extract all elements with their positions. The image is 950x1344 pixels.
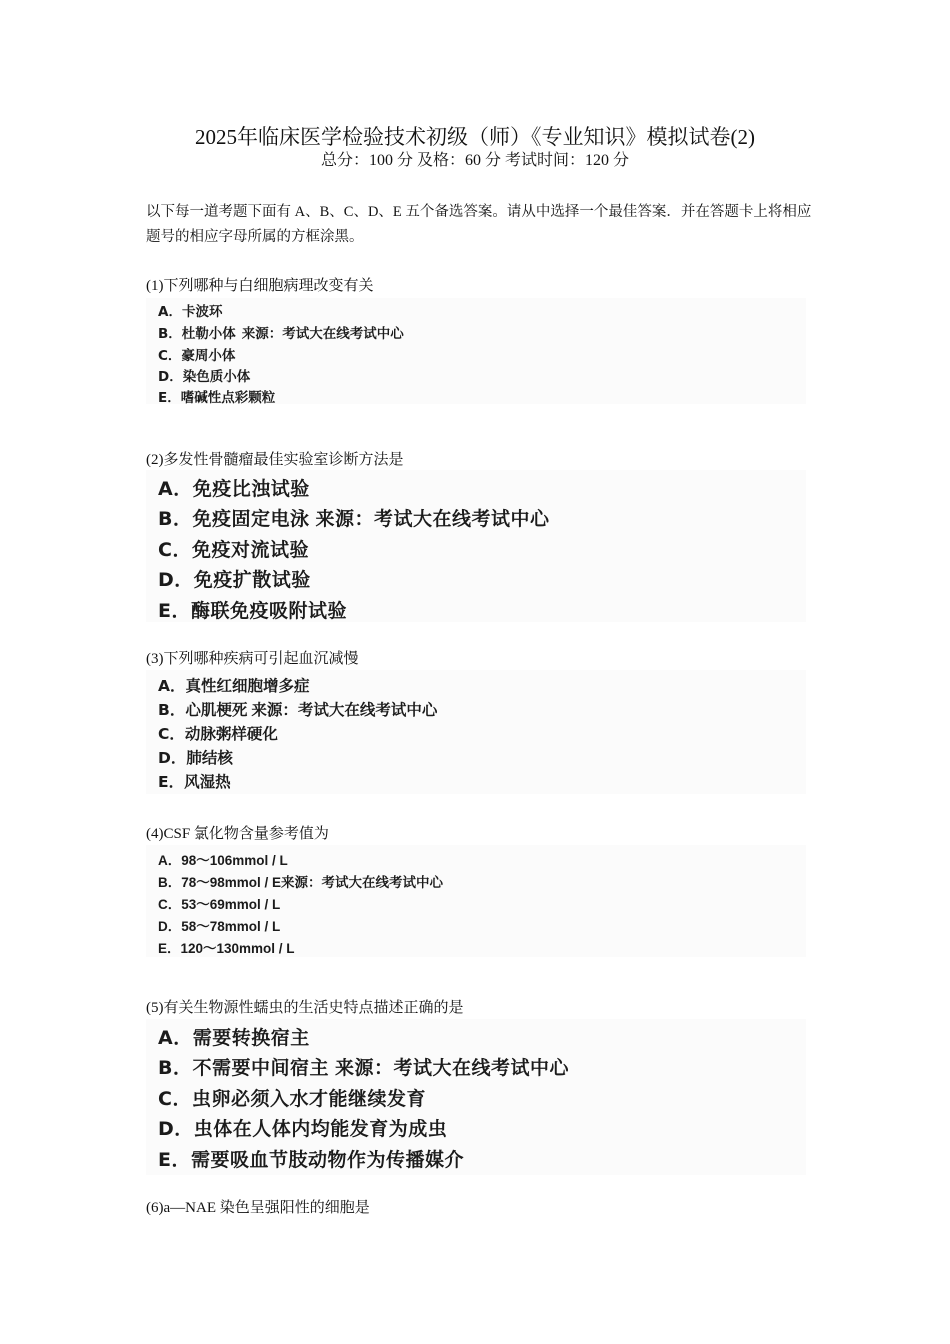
- option-d[interactable]: D．染色质小体: [158, 369, 251, 385]
- option-b[interactable]: B．心肌梗死 来源：考试大在线考试中心: [158, 701, 438, 719]
- source-note: 来源：考试大在线考试中心: [251, 701, 438, 719]
- option-a[interactable]: A．需要转换宿主: [158, 1027, 310, 1049]
- question-4-options: [146, 845, 806, 957]
- source-note: 来源：考试大在线考试中心: [334, 1057, 569, 1079]
- option-a[interactable]: A．98～106mmol / L: [158, 853, 288, 868]
- question-1-stem: (1)下列哪种与白细胞病理改变有关: [146, 278, 374, 294]
- instructions: 以下每一道考题下面有 A、B、C、D、E 五个备选答案。请从中选择一个最佳答案．并在答题卡上将相应题号的相应字母所属的方框涂黑。: [146, 204, 812, 245]
- option-a[interactable]: A．真性红细胞增多症: [158, 677, 310, 695]
- option-c[interactable]: C．虫卵必须入水才能继续发育: [158, 1088, 426, 1110]
- option-a[interactable]: A．免疫比浊试验: [158, 478, 310, 500]
- option-d[interactable]: D．肺结核: [158, 749, 233, 767]
- question-3-options: [146, 670, 806, 794]
- option-b[interactable]: B．免疫固定电泳 来源：考试大在线考试中心: [158, 508, 550, 530]
- option-c[interactable]: C．53～69mmol / L: [158, 897, 281, 912]
- question-5-stem: (5)有关生物源性蠕虫的生活史特点描述正确的是: [146, 1000, 464, 1016]
- option-c[interactable]: C．免疫对流试验: [158, 539, 309, 561]
- question-3-stem: (3)下列哪种疾病可引起血沉减慢: [146, 651, 359, 667]
- option-b[interactable]: B．杜勒小体 来源：考试大在线考试中心: [158, 326, 404, 342]
- question-4-stem: (4)CSF 氯化物含量参考值为: [146, 826, 329, 842]
- source-note: 来源：考试大在线考试中心: [241, 326, 404, 342]
- question-1-options: [146, 298, 806, 404]
- option-a[interactable]: A．卡波环: [158, 304, 223, 320]
- question-6-stem: (6)a—NAE 染色呈强阳性的细胞是: [146, 1200, 370, 1216]
- option-b[interactable]: B．78～98mmol / E来源：考试大在线考试中心: [158, 875, 444, 891]
- source-note: 来源：考试大在线考试中心: [315, 508, 550, 530]
- option-d[interactable]: D．免疫扩散试验: [158, 569, 311, 591]
- option-e[interactable]: E．需要吸血节肢动物作为传播媒介: [158, 1149, 464, 1171]
- exam-info: 总分：100 分 及格：60 分 考试时间：120 分: [320, 152, 629, 169]
- option-c[interactable]: C．动脉粥样硬化: [158, 725, 278, 743]
- question-2-stem: (2)多发性骨髓瘤最佳实验室诊断方法是: [146, 452, 404, 468]
- option-e[interactable]: E．风湿热: [158, 773, 231, 791]
- question-2-options: [146, 470, 806, 622]
- page-title: 2025年临床医学检验技术初级（师）《专业知识》模拟试卷(2): [195, 125, 755, 149]
- option-e[interactable]: E．嗜碱性点彩颗粒: [158, 390, 276, 406]
- option-b[interactable]: B．不需要中间宿主 来源：考试大在线考试中心: [158, 1057, 569, 1079]
- option-d[interactable]: D．58～78mmol / L: [158, 919, 281, 934]
- option-e[interactable]: E．酶联免疫吸附试验: [158, 600, 347, 622]
- option-d[interactable]: D．虫体在人体内均能发育为成虫: [158, 1118, 448, 1140]
- question-5-options: [146, 1019, 806, 1175]
- option-c[interactable]: C．豪周小体: [158, 348, 236, 364]
- source-note: 来源：考试大在线考试中心: [281, 875, 444, 891]
- option-e[interactable]: E．120～130mmol / L: [158, 941, 295, 956]
